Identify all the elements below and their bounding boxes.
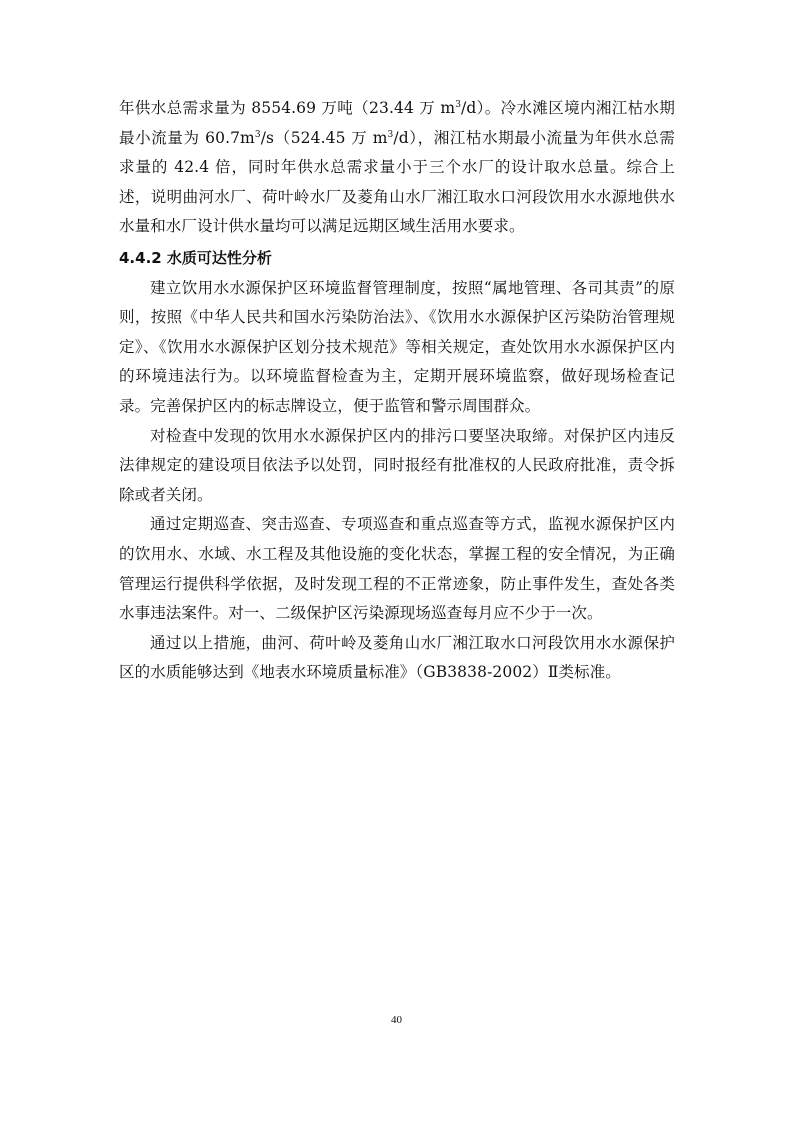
paragraph-management-system: 建立饮用水水源保护区环境监督管理制度，按照“属地管理、各司其责”的原则，按照《中华人民共和国水污染防治法》、《饮用水水源保护区污染防治管理规定》、《饮用水水源保护区划分技术规范》等相关规定，查处饮用水水源保护区内的环境违法行为。以环境监督检查为主，定期开展环境监察，做好现场检查记录。完善保护区内的标志牌设立，便于监管和警示周围群众。 xyxy=(119,278,675,415)
paragraph-conclusion: 通过以上措施，曲河、荷叶岭及菱角山水厂湘江取水口河段饮用水水源保护区的水质能够达到《地表水环境质量标准》（GB3838-2002）Ⅱ类标准。 xyxy=(119,633,675,682)
superscript: 3 xyxy=(387,129,394,140)
superscript: 3 xyxy=(254,129,261,140)
section-heading: 4.4.2 水质可达性分析 xyxy=(119,248,272,267)
text-span: /d）。冷水滩区境内湘江枯水期最小流量为 60.7m xyxy=(119,99,675,147)
paragraph-water-supply xyxy=(119,94,675,242)
text-span: /s（524.45 万 m xyxy=(260,128,388,147)
text-span: 年供水总需求量为 8554.69 万吨（23.44 万 m xyxy=(119,99,456,117)
page-number: 40 xyxy=(391,1014,402,1026)
superscript: 3 xyxy=(455,100,462,110)
paragraph-outfall-ban: 对检查中发现的饮用水水源保护区内的排污口要坚决取缔。对保护区内违反法律规定的建设项目依法予以处罚，同时报经有批准权的人民政府批准，责令拆除或者关闭。 xyxy=(119,426,675,504)
text-span: /d），湘江枯水期最小流量为年供水总需求量的 42.4 倍，同时年供水总需求量小于三个水厂的设计取水总量。综合上述，说明曲河水厂、荷叶岭水厂及菱角山水厂湘江取水口河段饮用水水源地供水水量和水厂设计供水量均可以满足远期区域生活用水要求。 xyxy=(119,128,675,236)
page-content xyxy=(119,94,675,688)
paragraph-inspection: 通过定期巡查、突击巡查、专项巡查和重点巡查等方式，监视水源保护区内的饮用水、水域、水工程及其他设施的变化状态，掌握工程的安全情况，为正确管理运行提供科学依据，及时发现工程的不正常迹象，防止事件发生，查处各类水事违法案件。对一、二级保护区污染源现场巡查每月应不少于一次。 xyxy=(119,515,675,623)
